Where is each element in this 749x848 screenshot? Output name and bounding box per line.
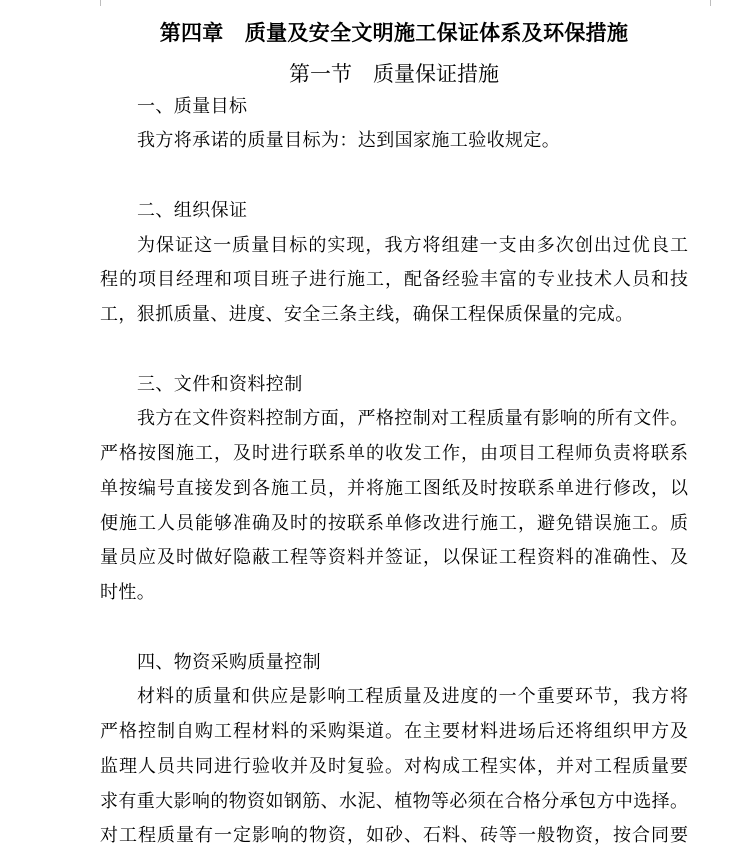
paragraph-line: 严格控制自购工程材料的采购渠道。在主要材料进场后还将组织甲方及	[100, 721, 688, 743]
subsection-organization	[100, 194, 688, 333]
blank-line	[100, 333, 688, 368]
paragraph	[100, 680, 688, 848]
paragraph-line: 严格按图施工，及时进行联系单的收发工作，由项目工程师负责将联系	[100, 443, 688, 465]
paragraph-line: 便施工人员能够准确及时的按联系单修改进行施工，避免错误施工。质	[100, 512, 688, 534]
blank-line	[100, 611, 688, 646]
document-body	[100, 90, 688, 848]
subsection-heading: 三、文件和资料控制	[137, 373, 303, 395]
subsection-heading: 一、质量目标	[137, 95, 248, 117]
paragraph-line: 时性。	[100, 582, 156, 604]
paragraph-line: 求有重大影响的物资如钢筋、水泥、植物等必须在合格分承包方中选择。	[100, 790, 688, 812]
blank-line	[100, 159, 688, 194]
subsection-document-control	[100, 368, 688, 611]
section-title: 第一节 质量保证措施	[289, 62, 499, 86]
chapter-title: 第四章 质量及安全文明施工保证体系及环保措施	[159, 20, 629, 45]
paragraph	[100, 124, 688, 159]
paragraph	[100, 402, 688, 611]
subsection-heading: 二、组织保证	[137, 199, 248, 221]
paragraph-line: 我方在文件资料控制方面，严格控制对工程质量有影响的所有文件。	[137, 408, 688, 430]
paragraph-line: 程的项目经理和项目班子进行施工，配备经验丰富的专业技术人员和技	[100, 269, 688, 291]
subsection-heading: 四、物资采购质量控制	[137, 651, 321, 673]
subsection-procurement	[100, 646, 688, 848]
crop-mark-right	[710, 0, 711, 6]
paragraph	[100, 229, 688, 333]
paragraph-line: 单按编号直接发到各施工员，并将施工图纸及时按联系单进行修改，以	[100, 477, 688, 499]
paragraph-line: 我方将承诺的质量目标为：达到国家施工验收规定。	[137, 130, 561, 152]
crop-mark-left	[100, 0, 101, 6]
paragraph-line: 量员应及时做好隐蔽工程等资料并签证，以保证工程资料的准确性、及	[100, 547, 688, 569]
paragraph-line: 监理人员共同进行验收并及时复验。对构成工程实体，并对工程质量要	[100, 755, 688, 777]
paragraph-line: 为保证这一质量目标的实现，我方将组建一支由多次创出过优良工	[137, 234, 688, 256]
paragraph-line: 对工程质量有一定影响的物资，如砂、石料、砖等一般物资，按合同要	[100, 825, 688, 847]
paragraph-line: 材料的质量和供应是影响工程质量及进度的一个重要环节，我方将	[137, 686, 688, 708]
paragraph-line: 工，狠抓质量、进度、安全三条主线，确保工程保质保量的完成。	[100, 304, 634, 326]
subsection-quality-goal	[100, 90, 688, 160]
